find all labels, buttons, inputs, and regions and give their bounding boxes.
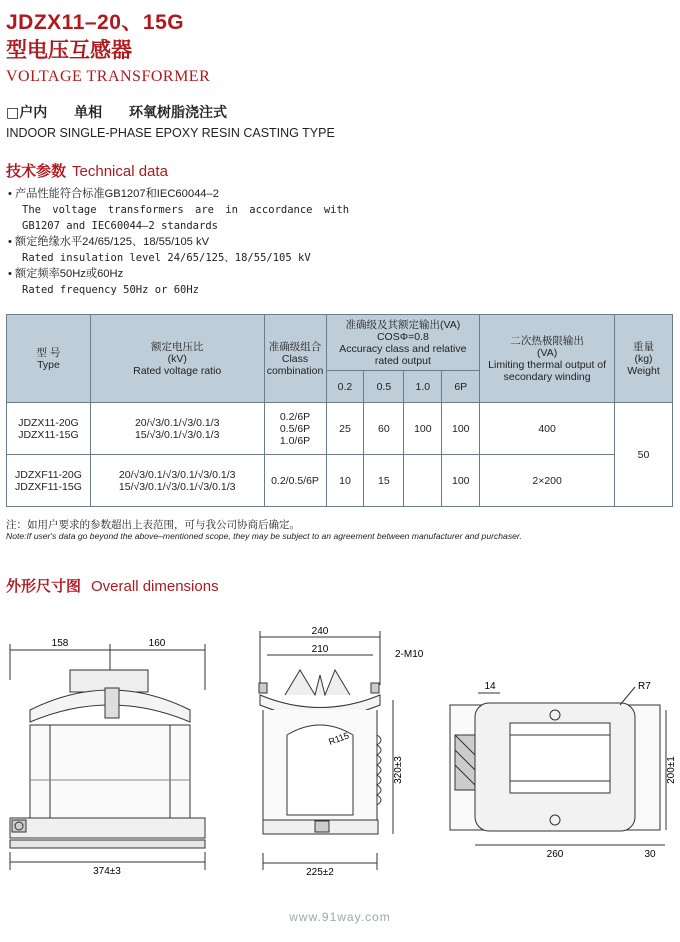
spec-text: GB1207 and IEC60044–2 standards	[22, 220, 218, 232]
dim-158: 158	[51, 638, 69, 649]
top-view-drawing	[430, 675, 678, 860]
cell-limit: 400	[480, 403, 615, 455]
dimensions-heading	[6, 575, 219, 596]
dimensions-title-en: Overall dimensions	[91, 578, 219, 595]
dim-30: 30	[644, 849, 656, 860]
cell-type: JDZX11-20G JDZX11-15G	[7, 403, 91, 455]
cell-value: 25	[326, 403, 364, 455]
technical-table	[6, 314, 673, 507]
cell-class: 0.2/0.5/6P	[264, 455, 326, 507]
spec-text: Rated frequency 50Hz or 60Hz	[22, 284, 200, 296]
cell-value: 10	[326, 455, 364, 507]
col-weight: 重量 (kg) Weight	[615, 315, 673, 403]
acc-class-1.0: 1.0	[404, 371, 442, 403]
acc-class-0.2: 0.2	[326, 371, 364, 403]
dim-320: 320±3	[393, 756, 404, 784]
dim-200: 200±1	[666, 756, 677, 784]
dim-2-m10: 2-M10	[395, 649, 424, 660]
dim-160: 160	[148, 638, 166, 649]
spec-line	[8, 266, 349, 282]
type-description-en: INDOOR SINGLE-PHASE EPOXY RESIN CASTING TYPE	[6, 126, 335, 140]
product-name-en: VOLTAGE TRANSFORMER	[6, 68, 211, 85]
spec-line	[8, 186, 349, 202]
bullet-glyph: •	[8, 188, 12, 200]
cell-value: 60	[364, 403, 404, 455]
cell-value	[404, 455, 442, 507]
spec-text: 产品性能符合标准GB1207和IEC60044–2	[15, 188, 219, 200]
technical-data-heading	[6, 160, 168, 181]
dim-225: 225±2	[306, 867, 334, 878]
table-row	[7, 403, 673, 455]
bullet-glyph: •	[8, 268, 12, 280]
cell-type: JDZXF11-20G JDZXF11-15G	[7, 455, 91, 507]
bullet-glyph: •	[8, 236, 12, 248]
spec-line	[8, 234, 349, 250]
dim-240: 240	[311, 626, 329, 637]
col-class: 准确级组合 Class combination	[264, 315, 326, 403]
spec-text: The voltage transformers are in accordance with	[22, 204, 350, 216]
checkbox-glyph: □	[6, 105, 20, 121]
col-ratio: 额定电压比 (kV) Rated voltage ratio	[90, 315, 264, 403]
side-view-drawing	[225, 625, 425, 880]
front-view-drawing	[0, 630, 225, 880]
dim-210: 210	[311, 644, 329, 655]
dimensions-title-cn: 外形尺寸图	[6, 577, 82, 595]
note-cn: 注：如用户要求的参数超出上表范围，可与我公司协商后确定。	[6, 519, 300, 531]
spec-line	[8, 218, 349, 234]
spec-text: 额定绝缘水平24/65/125、18/55/105 kV	[15, 236, 210, 248]
cell-value: 100	[442, 403, 480, 455]
technical-title-cn: 技术参数	[6, 162, 67, 180]
type-single-phase-cn: 单相	[74, 105, 103, 121]
cell-ratio: 20/√3/0.1/√3/0.1/√3/0.1/3 15/√3/0.1/√3/0.1/√3/0.1/3	[90, 455, 264, 507]
cell-weight: 50	[615, 403, 673, 507]
col-accuracy: 准确级及其额定输出(VA) COSΦ=0.8 Accuracy class and relative rated output	[326, 315, 480, 371]
cell-ratio: 20/√3/0.1/√3/0.1/3 15/√3/0.1/√3/0.1/3	[90, 403, 264, 455]
spec-line	[8, 282, 349, 298]
spec-line	[8, 202, 349, 218]
col-limiting: 二次热极限输出 (VA) Limiting thermal output of secondary winding	[480, 315, 615, 403]
type-casting-cn: 环氧树脂浇注式	[128, 105, 227, 121]
note-en: Note:If user's data go beyond the above–mentioned scope, they may be subject to an agreement between manufacturer and purchaser.	[6, 531, 522, 541]
cell-limit: 2×200	[480, 455, 615, 507]
dim-374: 374±3	[93, 866, 121, 877]
cell-value: 100	[442, 455, 480, 507]
cell-class: 0.2/6P 0.5/6P 1.0/6P	[264, 403, 326, 455]
type-description-cn	[6, 102, 227, 122]
spec-text: 额定频率50Hz或60Hz	[15, 268, 124, 280]
product-name-cn: 型电压互感器	[6, 38, 132, 62]
technical-title-en: Technical data	[72, 163, 168, 180]
dim-r7: R7	[638, 681, 651, 692]
cell-value: 100	[404, 403, 442, 455]
dim-260: 260	[546, 849, 564, 860]
dim-r115: R115	[327, 730, 351, 747]
acc-class-6p: 6P	[442, 371, 480, 403]
type-indoor-cn: 户内	[19, 105, 48, 121]
cell-value: 15	[364, 455, 404, 507]
watermark: www.91way.com	[289, 910, 391, 924]
dim-14: 14	[484, 681, 496, 692]
model-title: JDZX11–20、15G	[6, 11, 185, 34]
col-type: 型 号 Type	[7, 315, 91, 403]
spec-text: Rated insulation level 24/65/125、18/55/105 kV	[22, 252, 311, 264]
spec-line	[8, 250, 349, 266]
acc-class-0.5: 0.5	[364, 371, 404, 403]
technical-specs	[8, 186, 349, 298]
table-row	[7, 455, 673, 507]
